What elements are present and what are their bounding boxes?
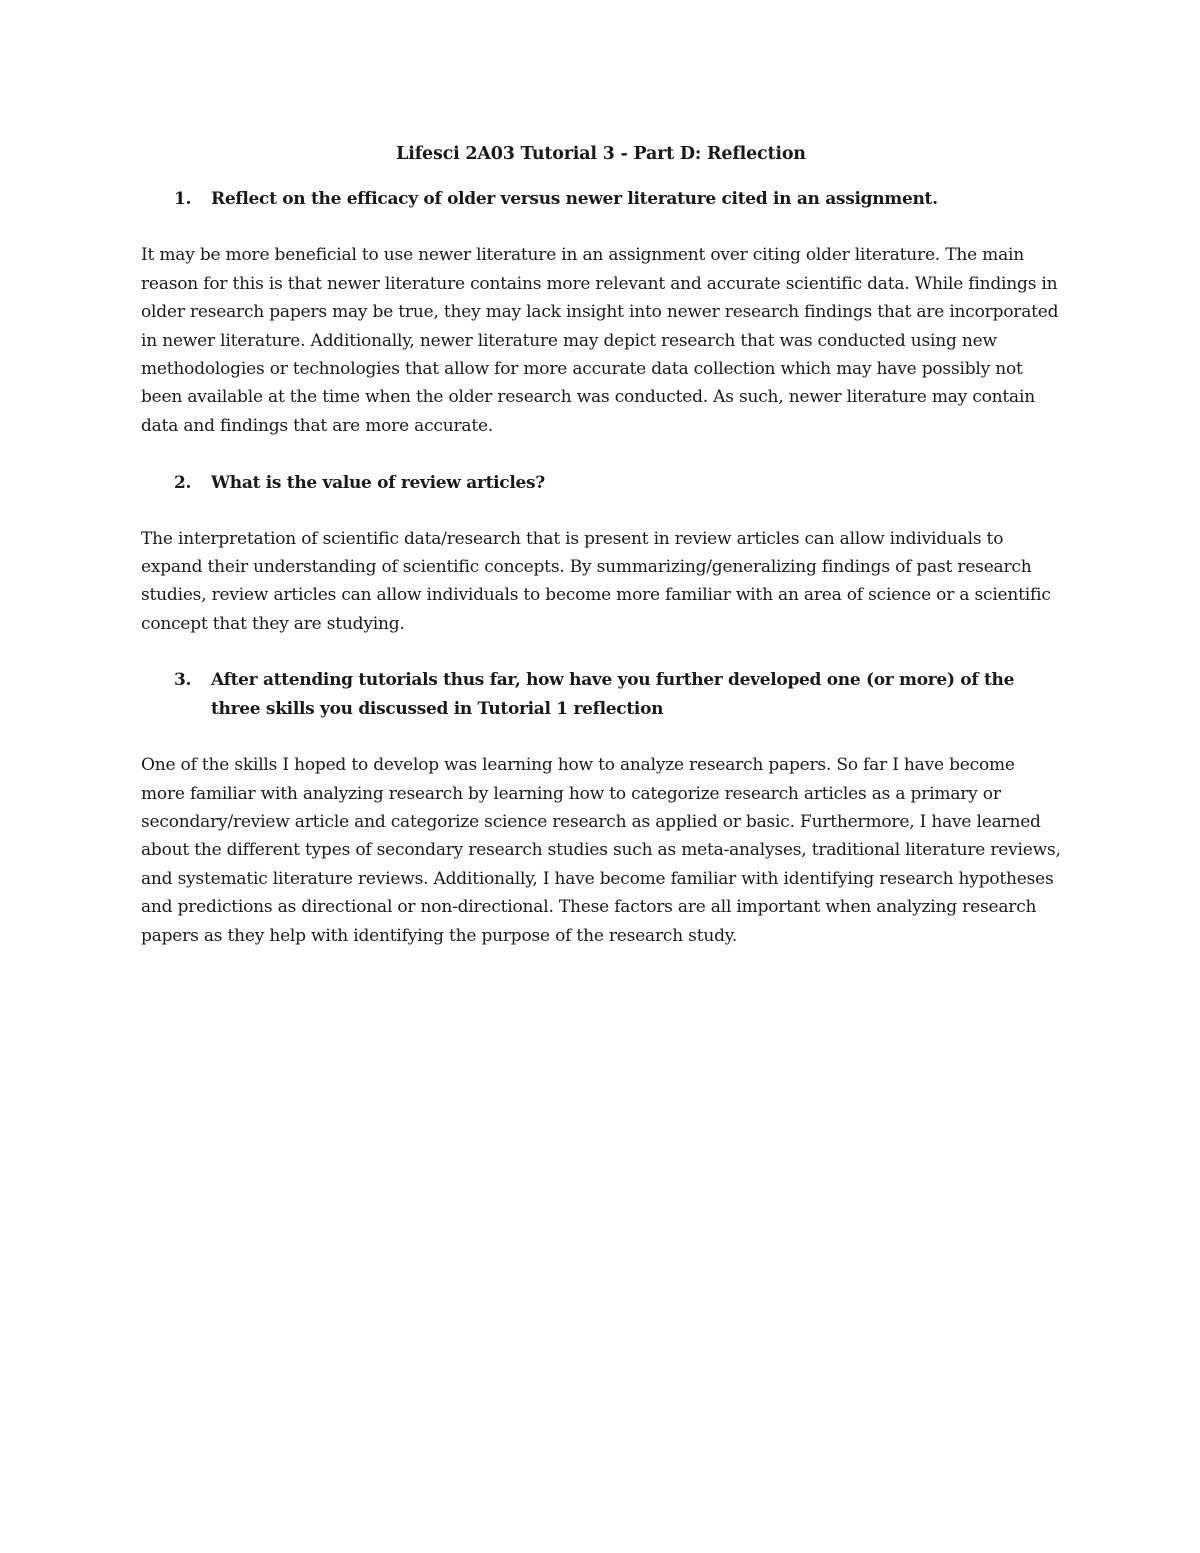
- question-text: After attending tutorials thus far, how have you further developed one (or more) of the three skills you discussed in Tutorial 1 reflection: [211, 670, 1015, 719]
- question-3: [141, 666, 1061, 723]
- question-number: 3.: [174, 670, 192, 691]
- document-title: Lifesci 2A03 Tutorial 3 - Part D: Reflection: [396, 144, 806, 164]
- answer-2: The interpretation of scientific data/research that is present in review articles can allow individuals to expand their understanding of scientific concepts. By summarizing/generalizing findings of past research studies, review articles can allow individuals to become more familiar with an area of science or a scientific concept that they are studying.: [141, 528, 1051, 634]
- question-number: 1.: [174, 189, 192, 209]
- question-text: What is the value of review articles?: [211, 473, 545, 494]
- answer-1: It may be more beneficial to use newer literature in an assignment over citing older literature. The main reason for this is that newer literature contains more relevant and accurate scientific data. While findings in older research papers may be true, they may lack insight into newer research findings that are incorporated in newer literature. Additionally, newer literature may depict research that was conducted using new methodologies or technologies that allow for more accurate data collection which may have possibly not been available at the time when the older research was conducted. As such, newer literature may contain data and findings that are more accurate.: [141, 245, 1059, 436]
- question-text: Reflect on the efficacy of older versus newer literature cited in an assignment.: [211, 189, 938, 209]
- question-1: [141, 185, 1061, 213]
- answer-3: One of the skills I hoped to develop was learning how to analyze research papers. So far I have become more familiar with analyzing research by learning how to categorize research articles as a primary or secondary/review article and categorize science research as applied or basic. Furthermore, I have learned about the different types of secondary research studies such as meta-analyses, traditional literature reviews, and systematic literature reviews. Additionally, I have become familiar with identifying research hypotheses and predictions as directional or non-directional. These factors are all important when analyzing research papers as they help with identifying the purpose of the research study.: [141, 755, 1061, 946]
- question-number: 2.: [174, 473, 192, 494]
- document-body: [141, 140, 1061, 950]
- question-2: [141, 469, 1061, 497]
